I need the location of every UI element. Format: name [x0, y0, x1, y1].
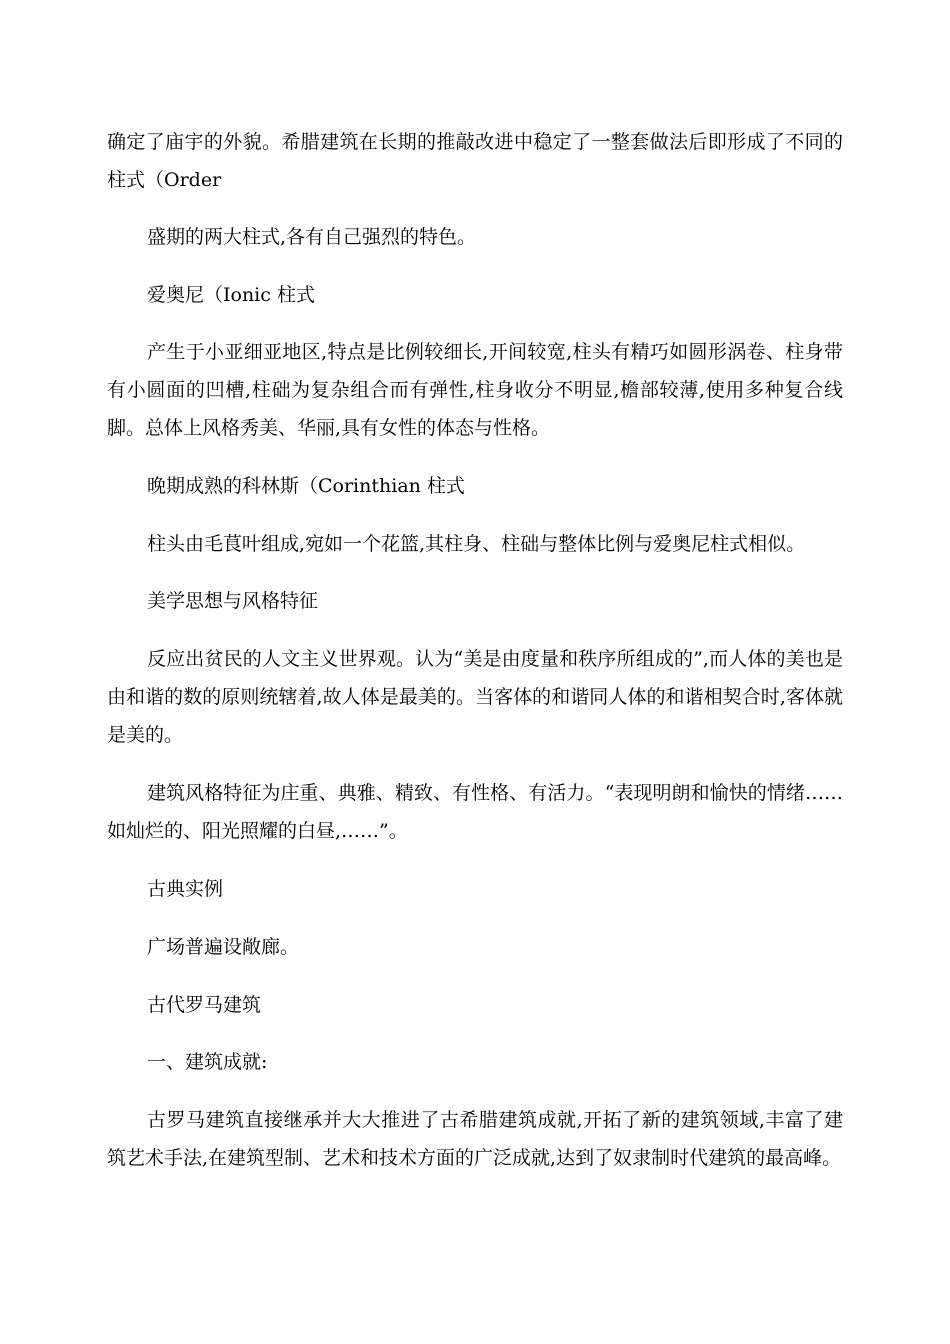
heading-ancient-rome: 古代罗马建筑	[147, 994, 262, 1016]
heading-ionic-order: 爱奥尼（Ionic 柱式	[147, 284, 315, 306]
paragraph-style-features: 建筑风格特征为庄重、典雅、精致、有性格、有活力。“表现明朗和愉快的情绪……如灿烂的、阳光照耀的白昼,……”。	[107, 782, 843, 842]
heading-aesthetics: 美学思想与风格特征	[147, 590, 319, 612]
paragraph-two-orders: 盛期的两大柱式,各有自己强烈的特色。	[147, 226, 477, 248]
heading-corinthian-order: 晚期成熟的科林斯（Corinthian 柱式	[147, 475, 465, 497]
paragraph-orders-intro: 确定了庙宇的外貌。希腊建筑在长期的推敲改进中稳定了一整套做法后即形成了不同的柱式（Order	[107, 131, 843, 191]
heading-classical-examples: 古典实例	[147, 878, 224, 900]
paragraph-humanism: 反应出贫民的人文主义世界观。认为“美是由度量和秩序所组成的”,而人体的美也是由和谐的数的原则统辖着,故人体是最美的。当客体的和谐同人体的和谐相契合时,客体就是美的。	[107, 648, 843, 746]
paragraph-ionic-description: 产生于小亚细亚地区,特点是比例较细长,开间较宽,柱头有精巧如圆形涡卷、柱身带有小圆面的凹槽,柱础为复杂组合而有弹性,柱身收分不明显,檐部较薄,使用多种复合线脚。总体上风格秀美、华丽,具有女性的体态与性格。	[107, 341, 843, 439]
paragraph-corinthian-description: 柱头由毛茛叶组成,宛如一个花篮,其柱身、柱础与整体比例与爱奥尼柱式相似。	[147, 533, 806, 555]
heading-achievements: 一、建筑成就:	[147, 1051, 268, 1073]
paragraph-forum-loggia: 广场普遍设敞廊。	[147, 936, 300, 958]
paragraph-roman-achievements: 古罗马建筑直接继承并大大推进了古希腊建筑成就,开拓了新的建筑领域,丰富了建筑艺术手法,在建筑型制、艺术和技术方面的广泛成就,达到了奴隶制时代建筑的最高峰。	[107, 1109, 843, 1169]
